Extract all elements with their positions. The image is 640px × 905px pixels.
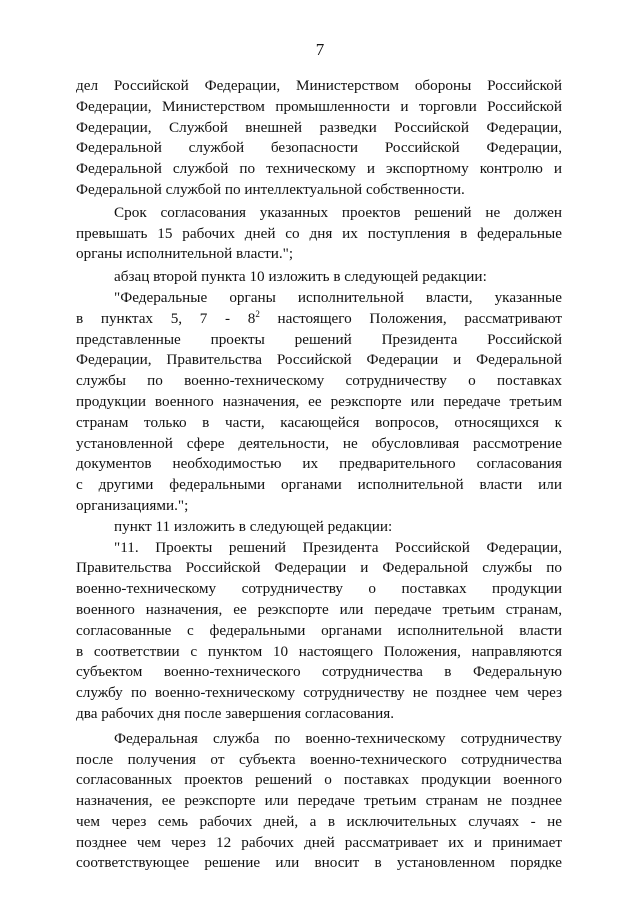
text-line: "Федеральные органы исполнительной власти, указанные (114, 288, 562, 306)
text-line: службы по военно-техническому сотрудничеству о поставках (76, 372, 562, 390)
text-line: субъектом военно-технического сотрудничества в Федеральную (76, 663, 562, 681)
text-line: согласованных проектов решений о поставках продукции военного (76, 771, 562, 789)
text-segment: настоящего Положения, рассматривают (259, 309, 563, 327)
paragraph-7 (76, 729, 562, 875)
superscript: 2 (255, 308, 260, 319)
text-line: чем через семь рабочих дней, а в исключительных случаях - не (76, 812, 562, 830)
text-line: два рабочих дня после завершения согласования. (76, 704, 395, 722)
text-line: Федеральной службой безопасности Российской Федерации, (76, 139, 562, 157)
paragraph-3 (76, 267, 562, 288)
paragraph-1 (76, 76, 562, 201)
text-line: Срок согласования указанных проектов решений не должен (114, 203, 562, 221)
text-line: странам только в части, касающейся вопросов, относящихся к (76, 413, 562, 431)
paragraph-5 (76, 517, 562, 538)
text-line: "11. Проекты решений Президента Российской Федерации, (114, 538, 562, 556)
text-line: Правительства Российской Федерации и Федеральной службы по (76, 559, 562, 577)
text-line-with-superscript (76, 309, 562, 330)
text-line: превышать 15 рабочих дней со дня их поступления в федеральные (76, 224, 562, 242)
text-line: Федерации, Правительства Российской Федерации и Федеральной (76, 351, 562, 369)
text-line: организациями."; (76, 496, 189, 514)
text-line: военно-техническому сотрудничеству о поставках продукции (76, 580, 562, 598)
page-number: 7 (315, 40, 325, 59)
paragraph-2 (76, 203, 562, 265)
text-line: продукции военного назначения, ее реэкспорте или передаче третьим (76, 392, 562, 410)
text-segment: в пунктах 5, 7 - 8 (76, 309, 256, 327)
text-line: представленные проекты решений Президента Российской (76, 330, 562, 348)
text-line: установленной сфере деятельности, не обусловливая рассмотрение (76, 434, 562, 452)
paragraph-6 (76, 538, 562, 725)
text-line: пункт 11 изложить в следующей редакции: (114, 517, 393, 535)
text-line: соответствующее решение или вносит в установленном порядке (76, 854, 562, 872)
text-line: после получения от субъекта военно-технического сотрудничества (76, 750, 562, 768)
text-line: согласованные с федеральными органами исполнительной власти (76, 621, 562, 639)
text-line: с другими федеральными органами исполнительной власти или (76, 476, 562, 494)
text-line: Федеральная служба по военно-техническому сотрудничеству (114, 729, 562, 747)
document-body (76, 76, 562, 874)
text-line: Федеральной службой по интеллектуальной собственности. (76, 180, 465, 198)
text-line: назначения, ее реэкспорте или передаче третьим странам не позднее (76, 792, 562, 810)
text-line: абзац второй пункта 10 изложить в следующей редакции: (114, 268, 487, 286)
text-line: Федерации, Службой внешней разведки Российской Федерации, (76, 118, 562, 136)
text-line: военного назначения, ее реэкспорте или передаче третьим странам, (76, 600, 562, 618)
text-line: Федерации, Министерством промышленности и торговли Российской (76, 97, 562, 115)
text-line: дел Российской Федерации, Министерством обороны Российской (76, 77, 562, 94)
text-line: в соответствии с пунктом 10 настоящего Положения, направляются (76, 642, 562, 660)
text-line: позднее чем через 12 рабочих дней рассматривает их и принимает (76, 833, 562, 851)
text-line: органы исполнительной власти."; (76, 245, 294, 263)
paragraph-4 (76, 288, 562, 517)
text-line: документов необходимостью их предварительного согласования (76, 455, 562, 473)
text-line: службу по военно-техническому сотрудничеству не позднее чем через (76, 684, 562, 702)
text-line: Федеральной службой по техническому и экспортному контролю и (76, 160, 562, 178)
